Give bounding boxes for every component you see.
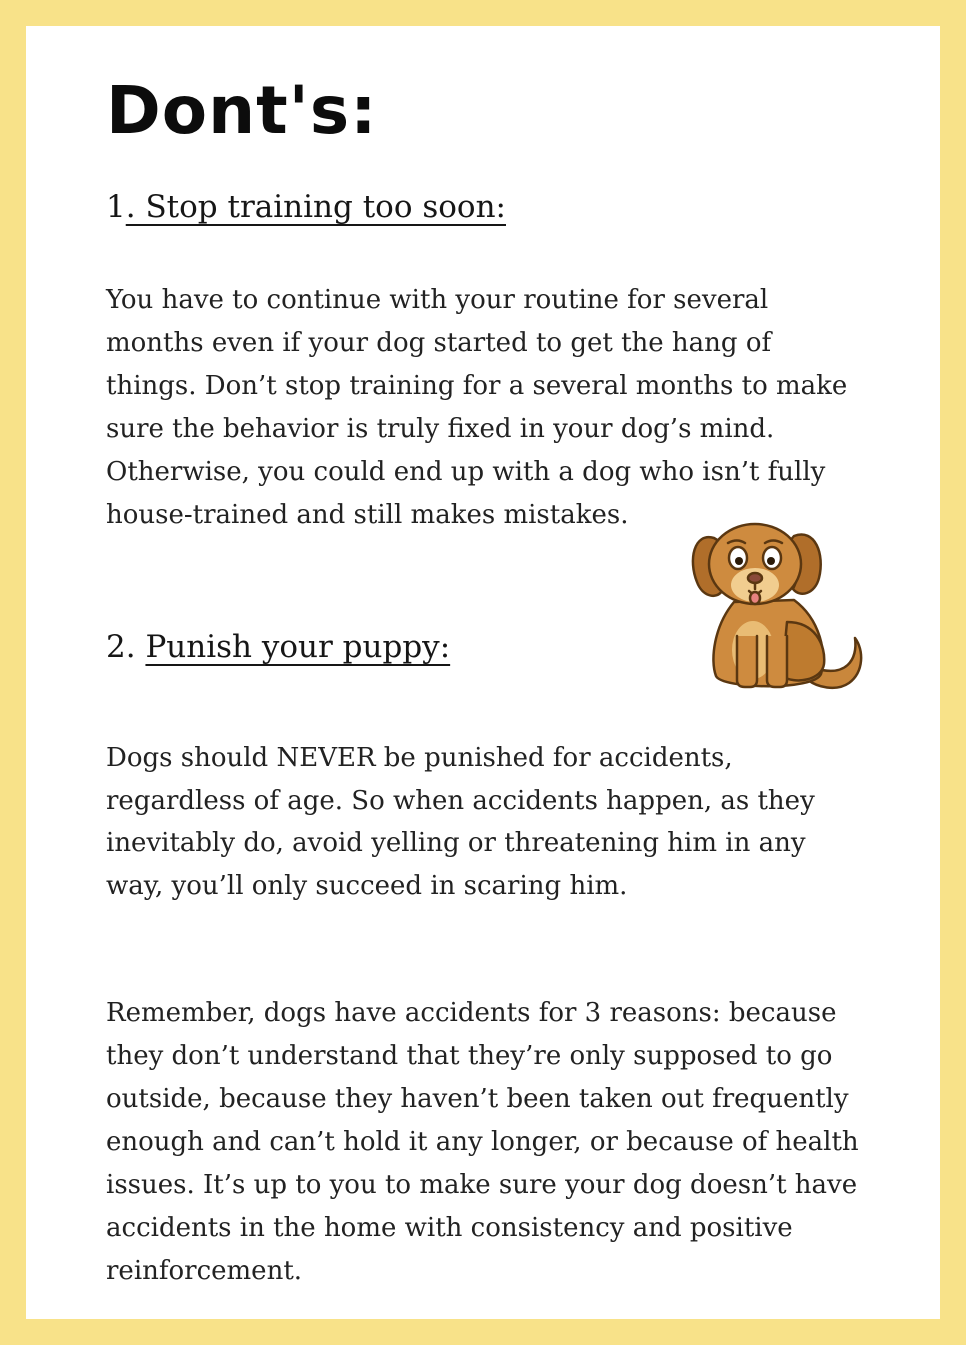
section-1-number: 1 [106, 189, 126, 226]
section-2-heading-text: Punish your puppy: [145, 628, 451, 665]
document-page [26, 26, 940, 1319]
section-punish-your-puppy [106, 629, 860, 1293]
section-1-heading [106, 189, 860, 225]
section-stop-training-too-soon [106, 189, 860, 536]
puppy-cartoon-svg [674, 512, 870, 702]
section-2-number: 2. [106, 628, 146, 665]
section-2-paragraph-2: Remember, dogs have accidents for 3 reasons: because they don’t understand that they’re only supposed to go outside, because they haven’t been taken out frequently enough and can’t hold it any longer, or because of health issues. It’s up to you to make sure your dog doesn’t have accidents in the home with consistency and positive reinforcement. [106, 998, 859, 1286]
section-2-paragraph-1: Dogs should NEVER be punished for accidents, regardless of age. So when accidents happen, as they inevitably do, avoid yelling or threatening him in any way, you’ll only succeed in scaring him. [106, 742, 815, 902]
section-1-paragraph: You have to continue with your routine for several months even if your dog started to get the hang of things. Don’t stop training for a several months to make sure the behavior is truly fixed in your dog’s mind. Otherwise, you could end up with a dog who isn’t fully house-trained and still makes mistakes. [106, 285, 848, 530]
puppy-illustration [674, 512, 870, 702]
section-1-heading-text: . Stop training too soon: [125, 189, 506, 226]
page-title: Dont's: [106, 72, 378, 149]
